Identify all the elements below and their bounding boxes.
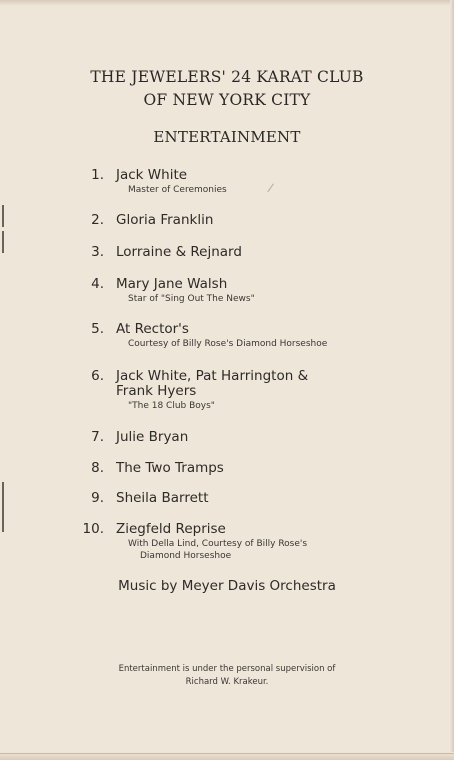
binding-mark [2, 231, 4, 253]
entry-number: 1. [91, 167, 104, 183]
performer-note: Diamond Horseshoe [140, 551, 232, 561]
footer-note-line-2: Richard W. Krakeur. [185, 677, 269, 687]
performer-name: Julie Bryan [116, 429, 189, 445]
performer-name: The Two Tramps [116, 460, 224, 476]
entry-number: 9. [91, 490, 104, 506]
performer-name: Sheila Barrett [116, 490, 209, 506]
performer-note: Star of "Sing Out The News" [128, 294, 255, 304]
pencil-mark [259, 178, 274, 193]
performer-note: With Della Lind, Courtesy of Billy Rose's [128, 539, 308, 549]
binding-mark [2, 482, 4, 532]
performer-name: Frank Hyers [116, 383, 197, 399]
club-name-line-2: OF NEW YORK CITY [143, 91, 311, 109]
page-bottom-edge [0, 752, 454, 760]
performer-name: Mary Jane Walsh [116, 276, 228, 292]
entry-number: 3. [91, 244, 104, 260]
entry-number: 4. [91, 276, 104, 292]
performer-note: Master of Ceremonies [128, 185, 227, 195]
performer-note: Courtesy of Billy Rose's Diamond Horseshoe [128, 339, 328, 349]
entry-number: 6. [91, 368, 104, 384]
music-credit: Music by Meyer Davis Orchestra [118, 578, 336, 594]
club-name-line-1: THE JEWELERS' 24 KARAT CLUB [90, 68, 364, 86]
page-top-edge [0, 0, 454, 6]
entry-number: 8. [91, 460, 104, 476]
footer-note-line-1: Entertainment is under the personal supervision of [118, 664, 336, 674]
performer-name: At Rector's [116, 321, 189, 337]
section-title: ENTERTAINMENT [153, 128, 301, 146]
page-right-edge [450, 0, 454, 760]
binding-mark [2, 205, 4, 227]
performer-name: Lorraine & Rejnard [116, 244, 242, 260]
performer-note: "The 18 Club Boys" [128, 401, 215, 411]
entry-number: 2. [91, 212, 104, 228]
performer-name: Jack White, Pat Harrington & [116, 368, 309, 384]
performer-name: Gloria Franklin [116, 212, 214, 228]
performer-name: Jack White [116, 167, 188, 183]
entry-number: 10. [82, 521, 104, 537]
performer-name: Ziegfeld Reprise [116, 521, 226, 537]
entry-number: 7. [91, 429, 104, 445]
entry-number: 5. [91, 321, 104, 337]
